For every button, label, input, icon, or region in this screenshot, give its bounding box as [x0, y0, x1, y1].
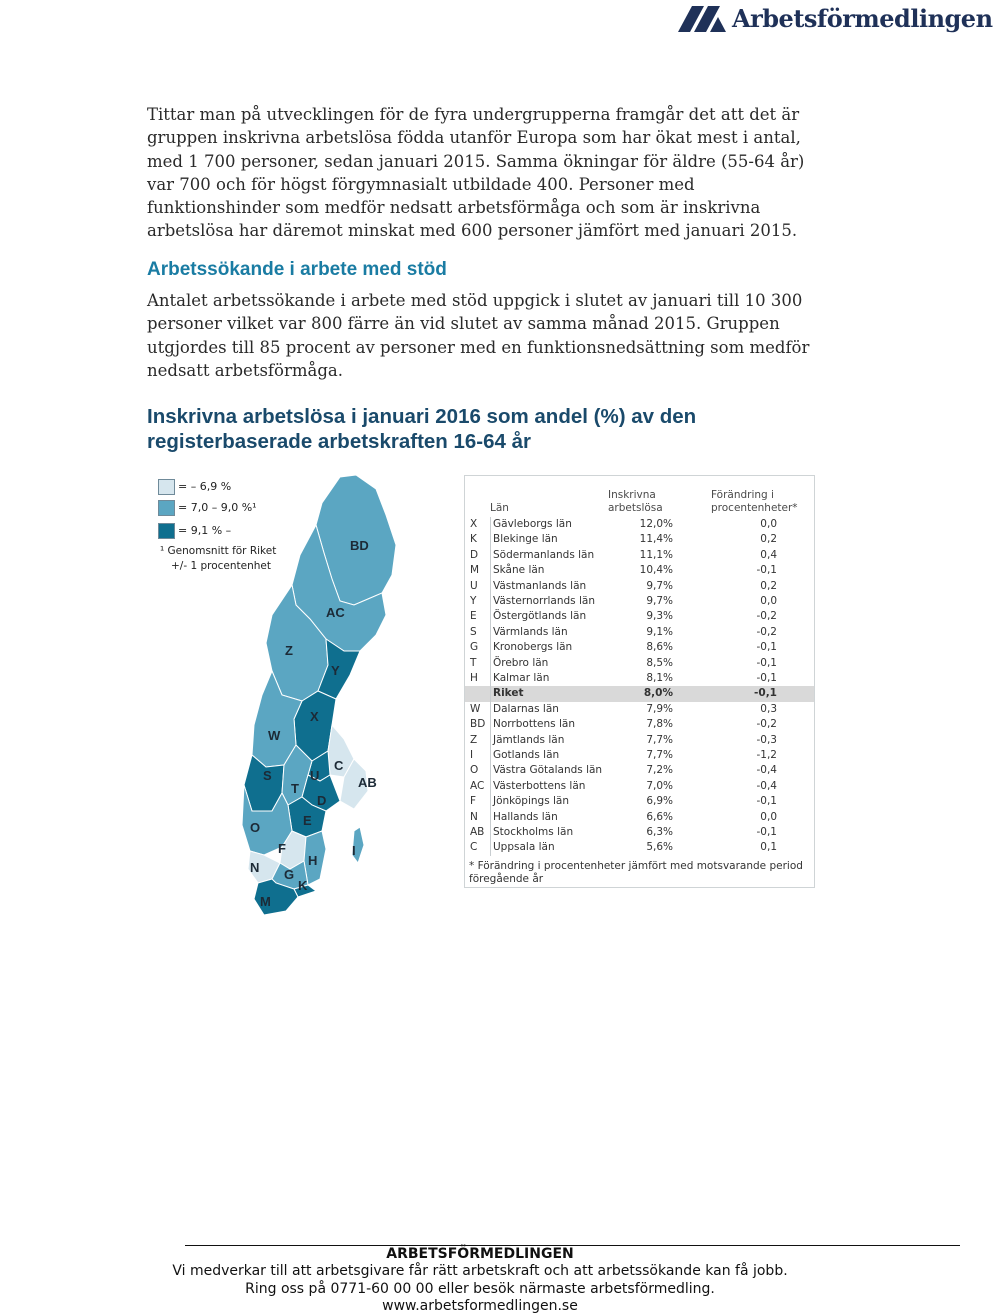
row-value: 8,0% [643, 687, 673, 700]
table-row [465, 717, 814, 732]
map-label-d: D [317, 793, 327, 808]
row-value: 7,9% [646, 702, 673, 715]
row-code: H [470, 672, 478, 684]
row-county: Stockholms län [490, 825, 573, 840]
row-value: 7,8% [646, 718, 673, 731]
table-row [465, 609, 814, 624]
legend-swatch-mid [158, 500, 175, 516]
row-change: -0,4 [756, 779, 777, 792]
map-label-n: N [250, 860, 260, 875]
row-change: -0,1 [754, 687, 777, 700]
row-change: -0,2 [756, 610, 777, 623]
map-label-h: H [308, 853, 318, 868]
row-change: -1,2 [756, 749, 777, 761]
row-change: 0,0 [760, 518, 777, 530]
row-change: -0,3 [756, 733, 777, 746]
map-label-bd: BD [350, 538, 369, 553]
col-header-value: Inskrivna arbetslösa [608, 489, 663, 514]
row-county: Östergötlands län [490, 609, 586, 624]
table-row [465, 794, 814, 809]
section-paragraph: Antalet arbetssökande i arbete med stöd uppgick i slutet av januari till 10 300 personer vilket var 800 färre än vid slutet av samma månad 2015. Gruppen utgjordes till 85 procent av personer med en funktionsnedsättning som medför nedsatt arbetsförmåga. [147, 291, 810, 380]
table-row [465, 517, 814, 532]
row-county: Västmanlands län [490, 579, 586, 594]
table-row [465, 702, 814, 717]
row-code: M [470, 564, 480, 577]
row-code: BD [470, 718, 486, 731]
row-code: O [470, 764, 479, 777]
row-county: Blekinge län [490, 532, 558, 547]
row-code: AB [470, 826, 485, 838]
map-label-f: F [278, 841, 286, 856]
map-label-c: C [334, 758, 344, 773]
row-county: Örebro län [490, 656, 548, 671]
row-change: 0,0 [760, 810, 777, 823]
row-change: -0,2 [756, 625, 777, 638]
map-label-m: M [260, 894, 271, 909]
row-county: Jönköpings län [490, 794, 569, 809]
page-footer [120, 1246, 840, 1315]
row-value: 8,1% [646, 672, 673, 684]
row-value: 7,7% [646, 733, 673, 746]
row-code: N [470, 810, 478, 823]
row-code: K [470, 533, 477, 546]
legend-swatch-low [158, 479, 175, 495]
footer-line-2: Ring oss på 0771-60 00 00 eller besök närmaste arbetsförmedling. [245, 1280, 715, 1297]
row-value: 9,3% [646, 610, 673, 623]
row-value: 5,6% [646, 841, 673, 854]
row-change: -0,1 [756, 641, 777, 654]
table-row [465, 763, 814, 778]
row-change: 0,2 [760, 533, 777, 546]
legend-label-mid: = 7,0 – 9,0 %¹ [178, 501, 257, 514]
row-value: 8,5% [646, 656, 673, 669]
row-value: 6,9% [646, 795, 673, 808]
table-row [465, 733, 814, 748]
map-label-x: X [310, 709, 319, 724]
intro-paragraph: Tittar man på utvecklingen för de fyra undergrupperna framgår det att det är gruppen inskrivna arbetslösa födda utanför Europa som har ökat mest i antal, med 1 700 personer, sedan januari 2015. Samma ökningar för äldre (55-64 år) var 700 och för högst förgymnasialt utbildade 400. Personer med funktionshinder som medför nedsatt arbetsförmåga och som är inskrivna arbetslösa har däremot minskat med 600 personer jämfört med januari 2015. [147, 105, 805, 241]
table-footnote: * Förändring i procentenheter jämfört med motsvarande period föregående år [469, 860, 803, 885]
table-row [465, 748, 814, 763]
figure-title: Inskrivna arbetslösa i januari 2016 som andel (%) av den registerbaserade arbetskraften 16-64 år [147, 405, 697, 453]
row-county: Södermanlands län [490, 548, 594, 563]
map-label-g: G [284, 867, 295, 882]
legend-label-low: = – 6,9 % [178, 480, 232, 493]
row-county: Västernorrlands län [490, 594, 595, 609]
row-value: 6,6% [646, 810, 673, 823]
row-county: Hallands län [490, 810, 558, 825]
legend-label-high: = 9,1 % – [178, 524, 232, 537]
table-row [465, 579, 814, 594]
county-table [464, 475, 815, 888]
row-change: 0,1 [760, 841, 777, 854]
row-value: 11,1% [639, 548, 673, 561]
row-code: G [470, 641, 479, 654]
row-value: 9,1% [646, 625, 673, 638]
table-row [465, 532, 814, 547]
footer-line-1: Vi medverkar till att arbetsgivare får rätt arbetskraft och att arbetssökande kan få jobb. [172, 1263, 788, 1280]
table-row [465, 625, 814, 640]
row-value: 6,3% [646, 826, 673, 838]
table-header [465, 476, 814, 516]
map-label-i: I [352, 843, 356, 858]
footer-org: ARBETSFÖRMEDLINGEN [386, 1246, 574, 1262]
map-label-o: O [250, 820, 261, 835]
row-change: 0,2 [760, 579, 777, 592]
row-code: X [470, 518, 478, 530]
row-change: 0,4 [760, 548, 777, 561]
table-row [465, 686, 814, 701]
row-county: Norrbottens län [490, 717, 575, 732]
table-row [465, 548, 814, 563]
table-row [465, 840, 814, 855]
map-label-k: K [298, 878, 308, 893]
section-heading: Arbetssökande i arbete med stöd [147, 259, 447, 280]
table-row [465, 671, 814, 686]
row-code: Z [470, 733, 478, 746]
table-row [465, 640, 814, 655]
row-county: Riket [490, 686, 524, 701]
row-county: Gotlands län [490, 748, 559, 763]
map-label-w: W [268, 728, 281, 743]
map-label-s: S [263, 768, 272, 783]
row-county: Kronobergs län [490, 640, 572, 655]
row-change: -0,1 [756, 672, 777, 684]
legend-note: ¹ Genomsnitt för Riket [160, 545, 277, 557]
row-change: -0,1 [756, 795, 777, 808]
row-code: C [470, 841, 478, 854]
row-change: -0,1 [756, 564, 777, 577]
table-row [465, 779, 814, 794]
row-code: W [470, 702, 481, 715]
logo-mark-icon [678, 6, 728, 32]
row-value: 7,0% [646, 779, 673, 792]
row-county: Västra Götalands län [490, 763, 602, 778]
row-code: I [470, 749, 474, 761]
legend-swatch-high [158, 523, 175, 539]
sweden-map [236, 475, 396, 915]
row-value: 9,7% [646, 579, 673, 592]
row-value: 9,7% [646, 595, 673, 607]
row-change: -0,1 [756, 826, 777, 838]
row-county: Värmlands län [490, 625, 568, 640]
row-code: T [470, 656, 477, 669]
row-code: AC [470, 779, 485, 792]
row-code: Y [470, 595, 477, 607]
col-header-change: Förändring i procentenheter* [711, 489, 798, 514]
map-label-t: T [291, 781, 299, 796]
row-county: Västerbottens län [490, 779, 585, 794]
col-header-lan: Län [490, 502, 509, 514]
row-county: Skåne län [490, 563, 544, 578]
row-code: S [470, 625, 477, 638]
map-label-u: U [310, 768, 320, 783]
legend-note-2: +/- 1 procentenhet [171, 560, 272, 572]
row-value: 11,4% [639, 533, 673, 546]
row-county: Gävleborgs län [490, 517, 572, 532]
map-label-ac: AC [326, 605, 345, 620]
row-county: Dalarnas län [490, 702, 559, 717]
row-value: 10,4% [639, 564, 673, 577]
arbetsformedlingen-logo [678, 4, 993, 36]
row-change: -0,4 [756, 764, 777, 777]
row-code: U [470, 579, 478, 592]
table-row [465, 656, 814, 671]
map-label-e: E [303, 813, 312, 828]
row-code: D [470, 548, 479, 561]
row-code: F [470, 795, 477, 808]
row-value: 12,0% [639, 518, 673, 530]
table-row [465, 594, 814, 609]
table-row [465, 563, 814, 578]
row-change: 0,0 [760, 595, 777, 607]
row-change: -0,1 [756, 656, 777, 669]
logo-wordmark: Arbetsförmedlingen [732, 4, 993, 33]
row-value: 7,2% [646, 764, 673, 777]
table-row [465, 810, 814, 825]
footer-url[interactable]: www.arbetsformedlingen.se [382, 1297, 578, 1314]
row-county: Jämtlands län [490, 733, 564, 748]
map-label-z: Z [285, 643, 293, 658]
map-label-y: Y [331, 663, 340, 678]
map-label-ab: AB [358, 775, 377, 790]
row-change: -0,2 [756, 718, 777, 731]
row-code: E [470, 610, 477, 623]
table-row [465, 825, 814, 840]
row-county: Uppsala län [490, 840, 555, 855]
row-change: 0,3 [760, 702, 777, 715]
row-value: 8,6% [646, 641, 673, 654]
row-value: 7,7% [646, 749, 673, 761]
row-county: Kalmar län [490, 671, 549, 686]
